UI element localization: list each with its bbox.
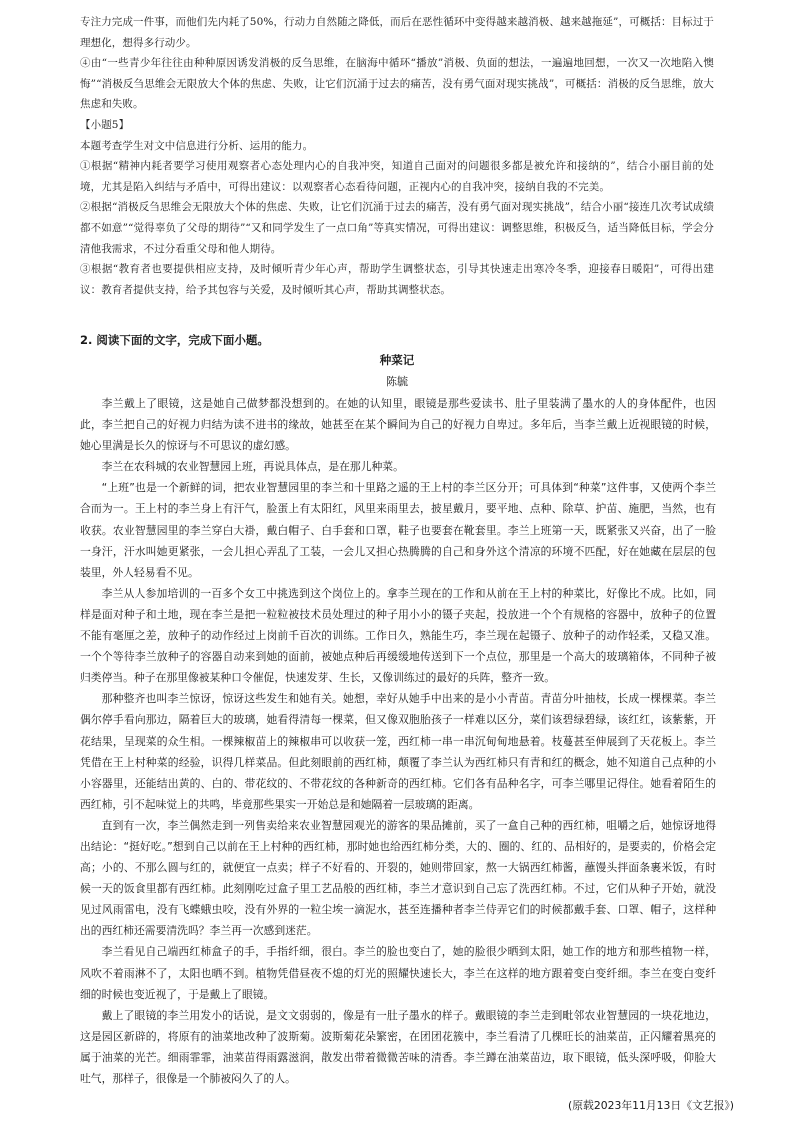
article-paragraph: 那种整齐也叫李兰惊讶，惊讶这些发生和她有关。她想，幸好从她手中出来的是小小青苗。青苗分叶抽枝，长成一棵棵菜。李兰偶尔停手看向那边，隔着巨大的玻璃，她看得清每一棵菜，但又像双胞胎孩子一样难以区分，菜们该碧绿碧绿，该红红，该紫紫，开花结果，呈现菜的众生相。一棵辣椒苗上的辣椒串可以收获一笼，西红柿一串一串沉甸甸地悬着。枝蔓甚至伸展到了天花板上。李兰凭借在王上村种菜的经验，识得几样菜品。但此刻眼前的西红柿，颠覆了李兰认为西红柿只有青和红的概念，她不知道自己点种的小小容器里，还能结出黄的、白的、带花纹的、不带花纹的各种新奇的西红柿。它们各有品种名字，可李兰哪里记得住。她看着陌生的西红柿，引不起味觉上的共鸣，毕竟那些果实一开始总是和她隔着一层玻璃的距离。 (80, 692, 716, 811)
article-paragraph: 李兰从人参加培训的一百多个女工中挑选到这个岗位上的。拿李兰现在的工作和从前在王上村的种菜比，好像比不成。比如，同样是面对种子和土地，现在李兰是把一粒粒被技术员处理过的种子用小小的镊子夹起，投放进一个个有规格的容器中，放种子的位置不能有毫厘之差，放种子的动作经过上岗前千百次的训练。工作日久，熟能生巧，李兰现在起镊子、放种子的动作轻柔，又稳又准。一个个等待李兰放种子的容器自动来到她的面前，被她点种后再缓缓地传送到下一个点位，那里是一个高大的玻璃箱体，不同种子被归类停当。种子在那里像被某种口令催促，快速发芽、生长，又像训练过的最好的兵阵，整齐一致。 (80, 586, 716, 685)
article-title: 种菜记 (379, 353, 415, 367)
analysis-paragraph-3: 本题考查学生对文中信息进行分析、运用的能力。 (80, 139, 314, 152)
article-paragraph: 李兰看见自己端西红柿盒子的手，手指纤细，很白。李兰的脸也变白了，她的脸很少晒到太阳，她工作的地方和那些植物一样，风吹不着雨淋不了，太阳也晒不到。植物凭借昼夜不熄的灯光的照耀快速长大，李兰在这样的地方跟着变白变纤细。李兰在变白变纤细的时候也变近视了，于是戴上了眼镜。 (80, 945, 716, 1001)
analysis-paragraph-4: ①根据“精神内耗者要学习使用观察者心态处理内心的自我冲突，知道自己面对的问题很多都是被允许和接纳的”，结合小丽目前的处境，尤其是陷入纠结与矛盾中，可得出建议：以观察者心态看待问题，正视内心的自我冲突，接纳自我的不完美。 (80, 160, 714, 193)
article-paragraph: 李兰戴上了眼镜，这是她自己做梦都没想到的。在她的认知里，眼镜是那些爱读书、肚子里装满了墨水的人的身体配件，也因此，李兰把自己的好视力归结为读不进书的缘故，她甚至在某个瞬间为自己的好视力自卑过。多年后，当李兰戴上近视眼镜的时候，她心里满是长久的惊讶与不可思议的虚幻感。 (80, 397, 716, 453)
article-body (80, 393, 716, 1089)
source-note: (原载2023年11月13日《文艺报》) (568, 1099, 734, 1112)
article-paragraph: 直到有一次，李兰偶然走到一列售卖给来农业智慧园观光的游客的果品摊前，买了一盒自己种的西红柿，咀嚼之后，她惊讶地得出结论：“挺好吃。”想到自己以前在王上村种的西红柿，那时她也给西红柿分类，大的、圈的、红的、品相好的，是要卖的，价格会定高；小的、不那么圆与红的，就便宜一点卖；样子不好看的、开裂的，她则带回家，熬一大锅西红柿酱，蘸馒头拌面条裹米饭，有时候一天的饭食里都有西红柿。此刻刚吃过盒子里工艺品般的西红柿，李兰才意识到自己忘了洗西红柿。不过，它们从种子开始，就没见过风雨雷电，没有飞蝶蛾虫咬，没有外界的一粒尘埃一滴泥水，甚至连播种者李兰侍弄它们的时候都戴手套、口罩、帽子，这样种出的西红柿还需要清洗吗？李兰再一次感到迷茫。 (80, 818, 716, 938)
analysis-paragraph-2: ④由“一些青少年往往由种种原因诱发消极的反刍思维，在脑海中循环“播放”消极、负面的想法，一遍遍地回想，一次又一次地陷入懊悔”“消极反刍思维会无限放大个体的焦虑、失败，让它们沉涌于过去的痛苦，没有勇气面对现实挑战”，可概括：消极的反刍思维，放大焦虑和失败。 (80, 57, 714, 111)
article-paragraph: 戴上了眼镜的李兰用发小的话说，是文文弱弱的，像是有一肚子墨水的样子。戴眼镜的李兰走到毗邻农业智慧园的一块花地边，这是园区新辟的，将原有的油菜地改种了波斯菊。波斯菊花朵繁密，在团团花簇中，李兰看清了几棵旺长的油菜苗，正闪耀着黑亮的属于油菜的光芒。细雨霏霏，油菜苗得雨露滋润，散发出带着微微苦味的清香。李兰蹲在油菜苗边，取下眼镜，低头深呼吸，仰脸大吐气，那样子，很像是一个肺被闷久了的人。 (80, 1008, 716, 1085)
article-paragraph: 李兰在农科城的农业智慧园上班，再说具体点，是在那儿种菜。 (101, 460, 404, 474)
analysis-paragraph-5: ②根据“消极反刍思维会无限放大个体的焦虑、失败，让它们沉涌于过去的痛苦，没有勇气面对现实挑战”，结合小丽“接连几次考试成绩都不如意”“觉得辜负了父母的期待”“又和同学发生了一点口角”等真实情况，可得出建议：调整思维，积极反刍，适当降低目标，学会分清他我需求，不过分看重父母和他人期待。 (80, 201, 714, 255)
analysis-paragraph-6: ③根据“教育者也要提供相应支持，及时倾听青少年心声，帮助学生调整状态，引导其快速走出寒冷冬季，迎接春日暖阳”，可得出建议：教育者提供支持，给予其包容与关爱，及时倾听其心声，帮助其调整状态。 (80, 263, 714, 296)
subquestion-label: 【小题5】 (80, 118, 130, 131)
analysis-paragraph-1: 专注力完成一件事，而他们先内耗了50%，行动力自然随之降低，而后在恶性循环中变得越来越消极、越来越拖延”，可概括：目标过于理想化，想得多行动少。 (80, 16, 714, 49)
article-paragraph: “上班”也是一个新鲜的词，把农业智慧园里的李兰和十里路之遥的王上村的李兰区分开；可具体到“种菜”这件事，又使两个李兰合而为一。王上村的李兰身上有汗气，脸蛋上有太阳红，风里来雨里去，披星戴月，要平地、点种、除草、护苗、施肥，当然，也有收获。农业智慧园里的李兰穿白大褂，戴白帽子、白手套和口罩，鞋子也要套在靴套里。李兰上班第一天，既紧张又兴奋，出了一脸一身汗，汗水叫她更紧张，一会儿担心弄乱了工装，一会儿又担心热腾腾的自己和身外这个清凉的环境不匹配，好在她藏在层层的包装里，外人轻易看不见。 (80, 481, 716, 579)
answer-analysis (80, 12, 714, 300)
article-author: 陈毓 (386, 375, 408, 388)
question-label: 2. 阅读下面的文字，完成下面小题。 (80, 333, 269, 347)
